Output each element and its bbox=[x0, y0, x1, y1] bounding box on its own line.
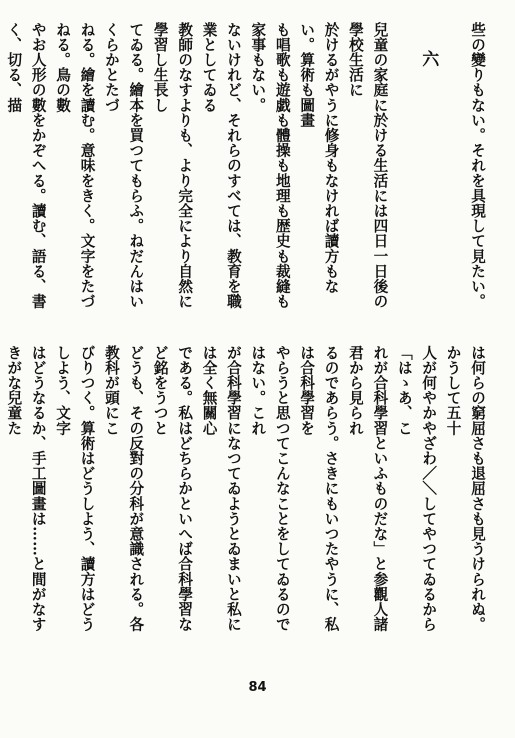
text-column: どうも、その反對の分科が意識される。各教科が頭にこ bbox=[102, 345, 145, 632]
text-column: ないけれど、それらのすべては、教育を職業としてゐる bbox=[200, 22, 242, 309]
text-column: はどうなるか、手工圖畫は……と間がなすきがな兒童た bbox=[5, 345, 47, 632]
page-number: 84 bbox=[248, 680, 267, 695]
text-column: 些の變りもない。それを具現して見たい。 bbox=[469, 22, 486, 309]
text-column: てゐる。繪本を買つてもらふ。ねだんはいくらかとたづ bbox=[102, 22, 145, 309]
text-column bbox=[0, 345, 1, 645]
text-column: も唱歌も遊戯も體操も地理も歴史も裁縫も家事もない。 bbox=[249, 22, 291, 309]
text-column bbox=[0, 22, 1, 322]
upper-text-block bbox=[5, 22, 489, 322]
text-column: は何らの窮屈さも退屈さも見うけられぬ。かうして五十 bbox=[444, 345, 486, 632]
text-column: るのであらう。さきにもいつたやうに、私は合科學習を bbox=[298, 345, 340, 632]
section-heading: 六 bbox=[418, 50, 439, 68]
text-column: 兒童の家庭に於ける生活には四日一日後の學校生活に bbox=[346, 22, 389, 309]
text-column: やらうと思つてこんなことをしてゐるのではない。これ bbox=[249, 345, 291, 632]
lower-text-block bbox=[5, 345, 489, 645]
text-column: 人が何やかやざわ／＼してやつてゐるから「はゝあ、こ bbox=[395, 345, 438, 632]
text-column: びりつく。算術はどうしよう、讀方はどうしよう、文字 bbox=[54, 345, 96, 632]
text-column: ねる。繪を讀む。意味をきく。文字をたづねる。鳥の數 bbox=[54, 22, 96, 309]
text-column bbox=[440, 22, 464, 322]
text-column: 教師のなすよりも、より完全により自然に學習し生長し bbox=[151, 22, 194, 309]
text-column: が合科學習になつてゐようとゐまいと私には全く無關心 bbox=[200, 345, 242, 632]
text-column bbox=[391, 22, 415, 322]
text-column: である。私はどちらかといへば合科學習など銘をうつと bbox=[151, 345, 194, 632]
text-column: 於けるがやうに修身もなければ讀方もない。算術も圖畫 bbox=[298, 22, 340, 294]
text-column: やお人形の數をかぞへる。讀む、語る、書く、切る、描 bbox=[5, 22, 47, 309]
text-column: れが合科學習といふものだな」と参觀人諸君から見られ bbox=[346, 345, 389, 632]
